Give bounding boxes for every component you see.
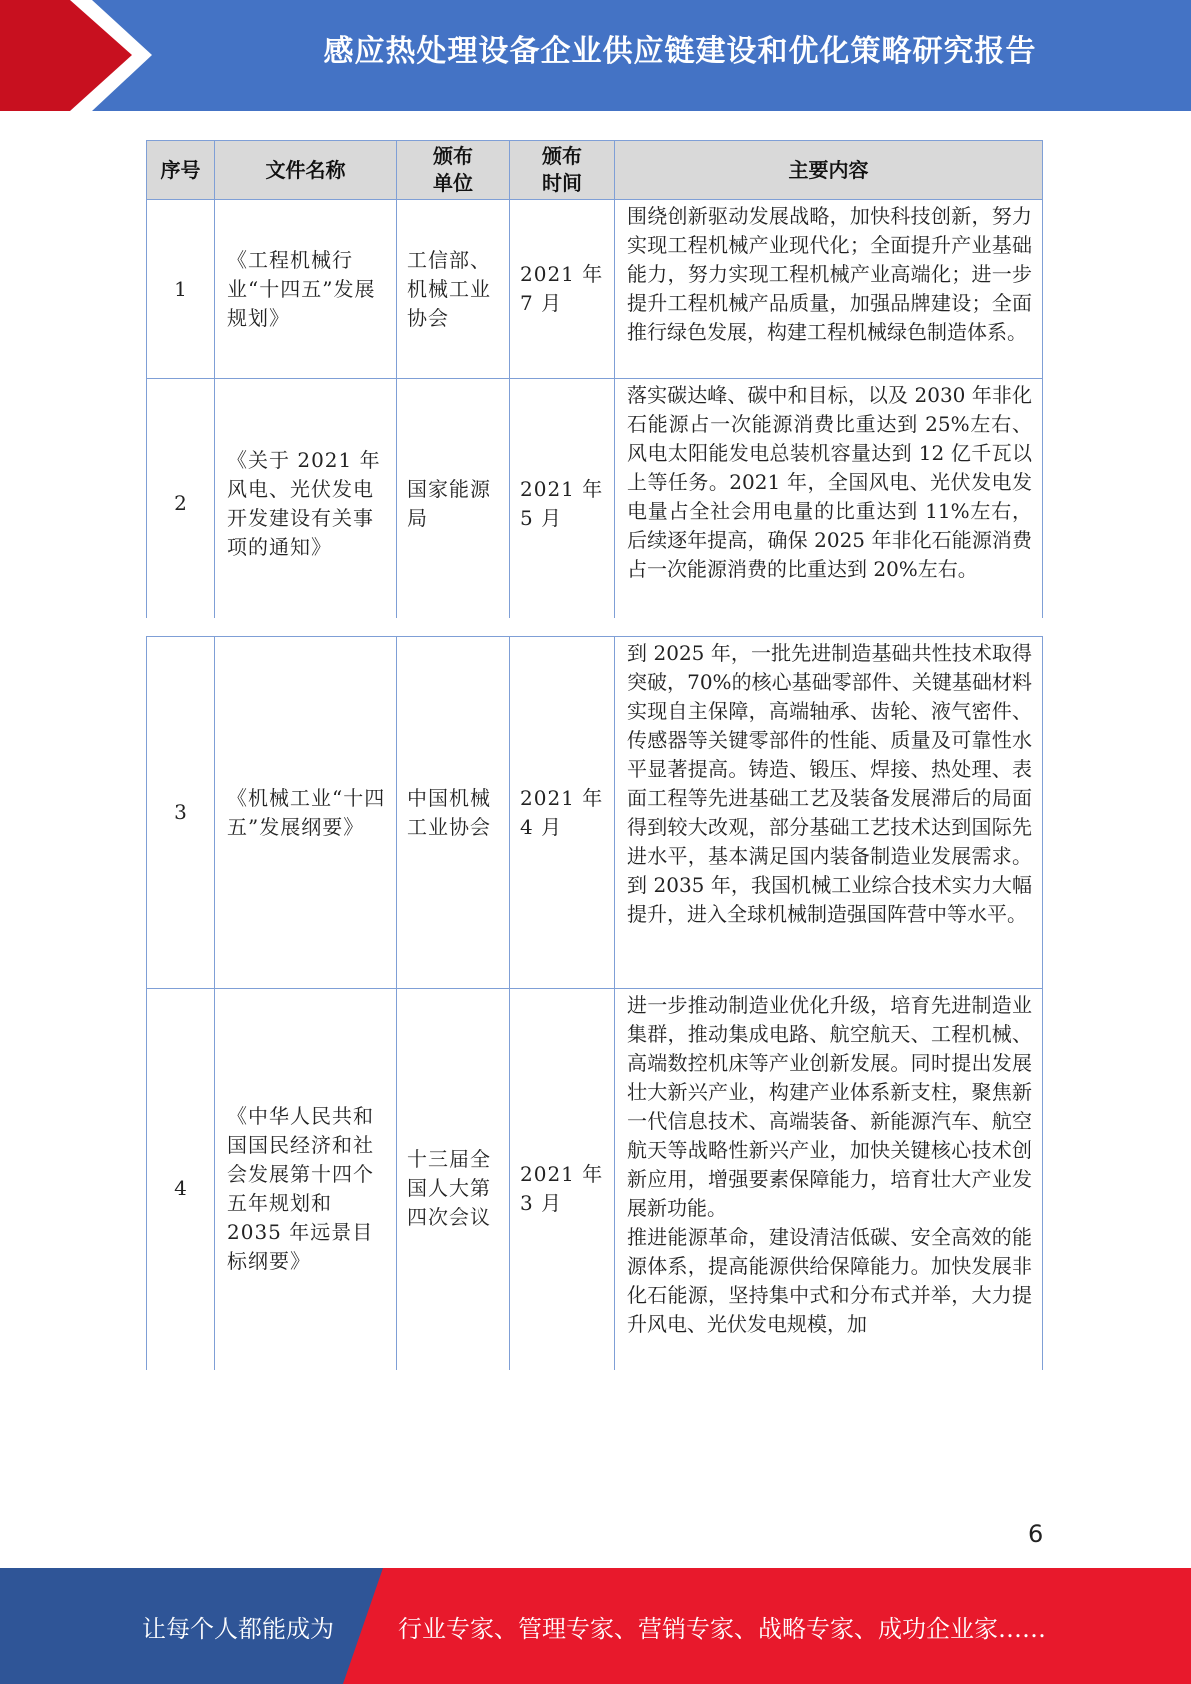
table-row (147, 379, 1043, 619)
page-number: 6 (1028, 1520, 1044, 1548)
main-content-paragraph: 推进能源革命，建设清洁低碳、安全高效的能源体系，提高能源供给保障能力。加快发展非化石能源，坚持集中式和分布式并举，大力提升风电、光伏发电规模，加 (627, 1225, 1032, 1336)
main-content-paragraph: 进一步推动制造业优化升级，培育先进制造业集群，推动集成电路、航空航天、工程机械、高端数控机床等产业创新发展。同时提出发展壮大新兴产业，构建产业体系新支柱，聚焦新一代信息技术、高端装备、新能源汽车、航空航天等战略性新兴产业，加快关键核心技术创新应用，增强要素保障能力，培育壮大产业发展新功能。 (627, 993, 1032, 1220)
column-header-name: 文件名称 (215, 141, 397, 200)
table-row (147, 637, 1043, 989)
row-number: 4 (147, 989, 215, 1371)
report-title: 感应热处理设备企业供应链建设和优化策略研究报告 (323, 34, 1037, 69)
document-name: 《中华人民共和国国民经济和社会发展第十四个五年规划和 2035 年远景目标纲要》 (215, 989, 397, 1371)
document-name: 《工程机械行业“十四五”发展规划》 (215, 200, 397, 379)
column-header-no: 序号 (147, 141, 215, 200)
column-header-content: 主要内容 (615, 141, 1043, 200)
main-content: 到 2025 年，一批先进制造基础共性技术取得突破，70%的核心基础零部件、关键基础材料实现自主保障，高端轴承、齿轮、液气密件、传感器等关键零部件的性能、质量及可靠性水平显著提高。铸造、锻压、焊接、热处理、表面工程等先进基础工艺及装备发展滞后的局面得到较大改观，部分基础工艺技术达到国际先进水平，基本满足国内装备制造业发展需求。到 2035 年，我国机械工业综合技术实力大幅提升，进入全球机械制造强国阵营中等水平。 (615, 637, 1043, 989)
column-header-unit: 颁布 单位 (397, 141, 510, 200)
main-content: 围绕创新驱动发展战略，加快科技创新，努力实现工程机械产业现代化；全面提升产业基础能力，努力实现工程机械产业高端化；进一步提升工程机械产品质量，加强品牌建设；全面推行绿色发展，构建工程机械绿色制造体系。 (615, 200, 1043, 379)
issue-date: 2021 年 3 月 (510, 989, 615, 1371)
document-name: 《关于 2021 年风电、光伏发电开发建设有关事项的通知》 (215, 379, 397, 619)
page-footer (0, 1568, 1191, 1684)
policy-table-part-1 (140, 140, 1050, 618)
main-content: 落实碳达峰、碳中和目标，以及 2030 年非化石能源占一次能源消费比重达到 25%左右、风电太阳能发电总装机容量达到 12 亿千瓦以上等任务。2021 年，全国风电、光伏发电发电量占全社会用电量的比重达到 11%左右，后续逐年提高，确保 2025 年非化石能源消费占一次能源消费的比重达到 20%左右。 (615, 379, 1043, 619)
issuing-unit: 国家能源局 (397, 379, 510, 619)
issue-date: 2021 年 4 月 (510, 637, 615, 989)
column-header-date: 颁布 时间 (510, 141, 615, 200)
document-name: 《机械工业“十四五”发展纲要》 (215, 637, 397, 989)
table-header-row (147, 141, 1043, 200)
page-header (0, 0, 1191, 111)
policy-table-continued (146, 636, 1043, 1370)
row-number: 1 (147, 200, 215, 379)
footer-slogan-right: 行业专家、管理专家、营销专家、战略专家、成功企业家…… (398, 1615, 1046, 1643)
main-content (615, 989, 1043, 1371)
table-row (147, 989, 1043, 1371)
row-number: 2 (147, 379, 215, 619)
issuing-unit: 工信部、机械工业协会 (397, 200, 510, 379)
issue-date: 2021 年 5 月 (510, 379, 615, 619)
issuing-unit: 中国机械工业协会 (397, 637, 510, 989)
table-row (147, 200, 1043, 379)
row-number: 3 (147, 637, 215, 989)
issuing-unit: 十三届全国人大第四次会议 (397, 989, 510, 1371)
policy-table (146, 140, 1043, 618)
header-chevron-decoration (0, 0, 160, 111)
footer-slogan-left: 让每个人都能成为 (142, 1615, 334, 1643)
policy-table-part-2 (140, 636, 1050, 1370)
issue-date: 2021 年 7 月 (510, 200, 615, 379)
